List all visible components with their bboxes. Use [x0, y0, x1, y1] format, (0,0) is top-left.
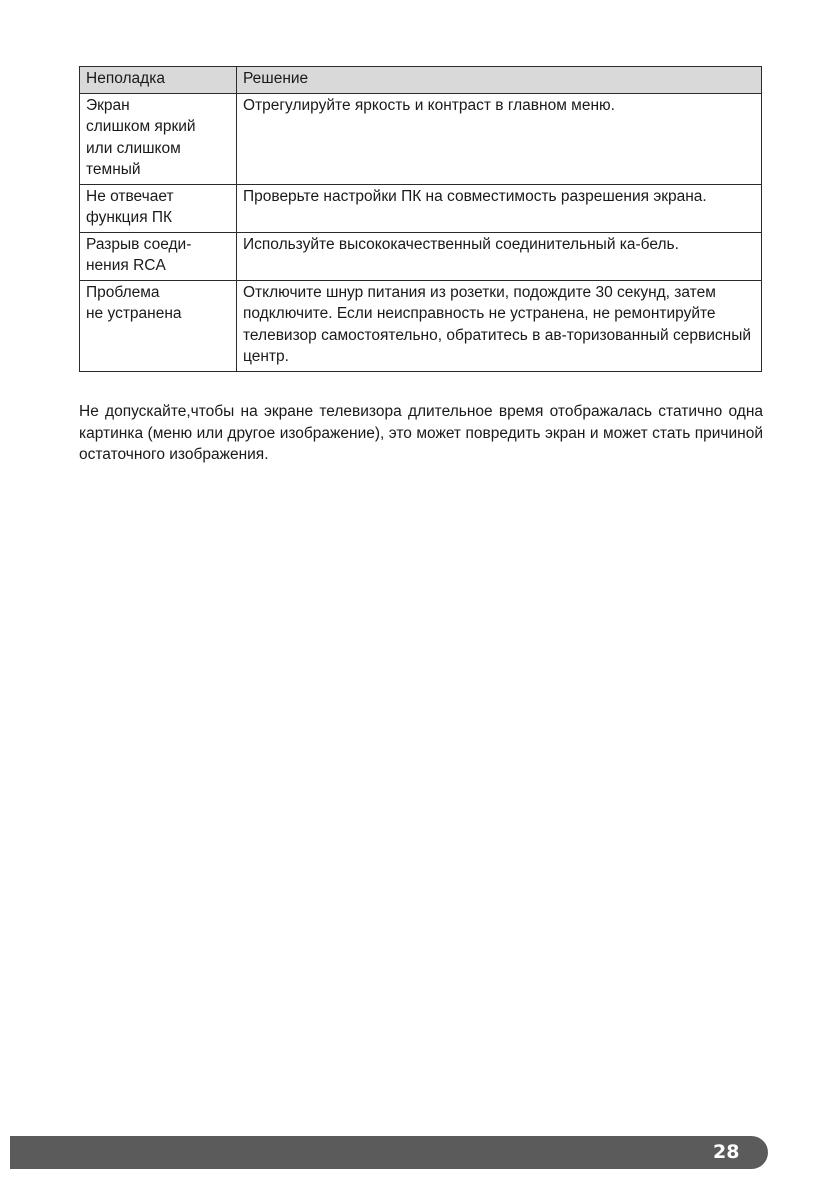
warning-note: Не допускайте,чтобы на экране телевизора длительное время отображалась статично одна картинка (меню или другое изображение), это может повредить экран и может стать причиной остаточного изображения. — [79, 403, 763, 463]
solution-cell: Используйте высококачественный соединительный ка-бель. — [237, 232, 762, 280]
column-header-problem: Неполадка — [80, 67, 237, 94]
problem-cell: Экран слишком яркий или слишком темный — [80, 93, 237, 184]
table-row — [80, 232, 762, 280]
problem-cell: Проблема не устранена — [80, 280, 237, 371]
solution-cell: Отключите шнур питания из розетки, подождите 30 секунд, затем подключите. Если неисправность не устранена, не ремонтируйте телевизор самостоятельно, обратитесь в ав-торизованный сервисный центр. — [237, 280, 762, 371]
solution-cell: Проверьте настройки ПК на совместимость разрешения экрана. — [237, 184, 762, 232]
table-row — [80, 93, 762, 184]
footer-bar — [10, 1136, 750, 1169]
table-row — [80, 184, 762, 232]
problem-cell: Разрыв соеди- нения RCA — [80, 232, 237, 280]
column-header-solution: Решение — [237, 67, 762, 94]
page-number: 28 — [700, 1136, 768, 1169]
problem-cell: Не отвечает функция ПК — [80, 184, 237, 232]
solution-cell: Отрегулируйте яркость и контраст в главном меню. — [237, 93, 762, 184]
table-row — [80, 280, 762, 371]
troubleshooting-table — [79, 66, 762, 372]
table-header-row — [80, 67, 762, 94]
